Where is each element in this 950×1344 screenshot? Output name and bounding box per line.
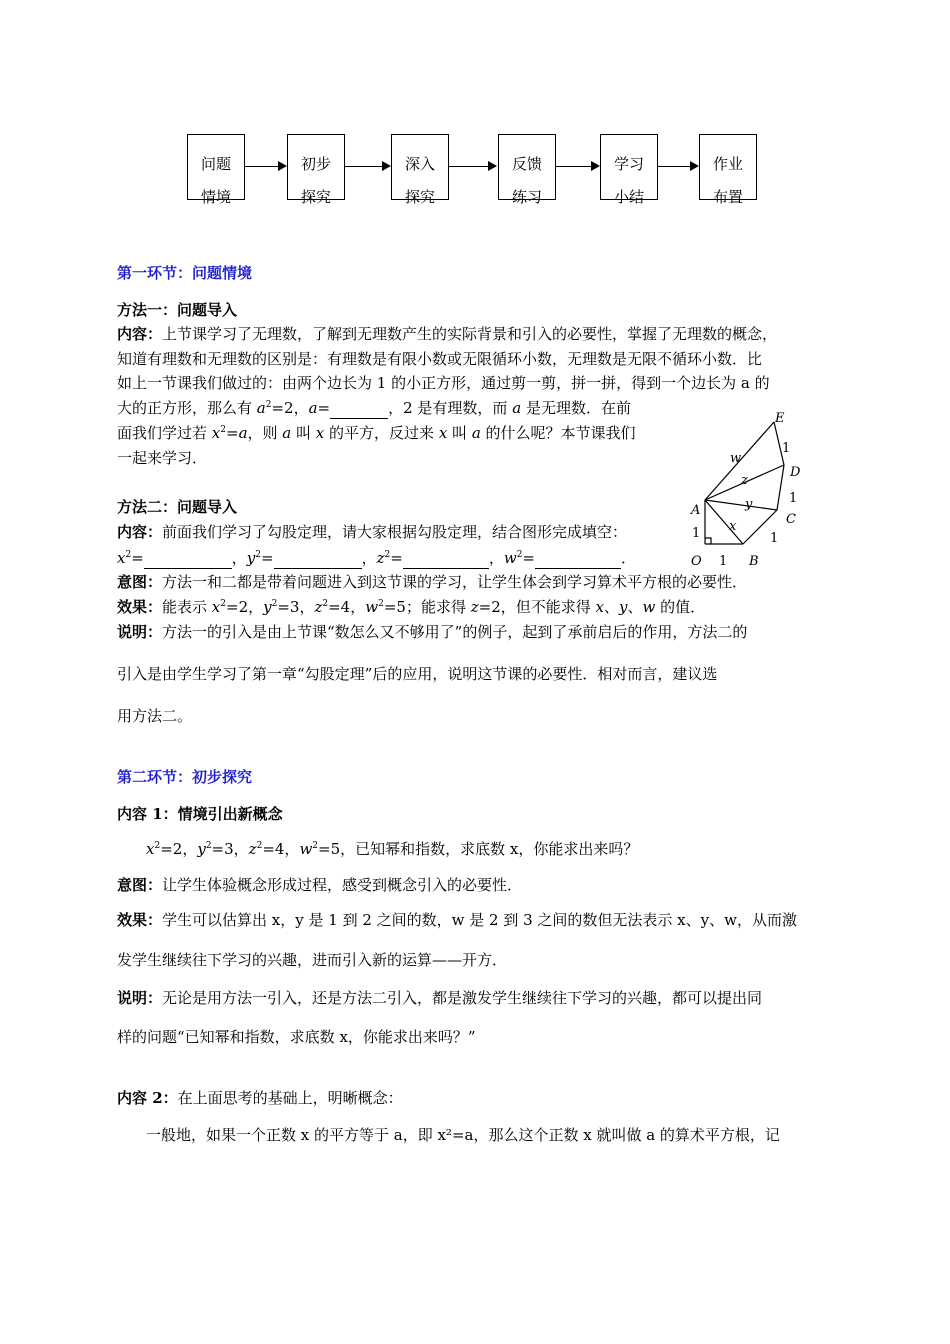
text: 方法一和二都是带着问题进入到这节课的学习，让学生体会到学习算术平方根的必要性． xyxy=(162,573,748,591)
flow-step-line1: 深入 xyxy=(404,155,435,173)
label-1: 1 xyxy=(782,441,791,456)
note-label: 说明： xyxy=(117,989,163,1007)
var: y xyxy=(246,549,256,567)
text: =2，但不能求得 xyxy=(478,598,596,616)
flow-step-line1: 作业 xyxy=(712,155,743,173)
method1-line3: 如上一节课我们做过的：由两个边长为 1 的小正方形，通过剪一剪，拼一拼，得到一个边长为 a 的 xyxy=(117,374,770,392)
intent-label: 意图： xyxy=(117,876,163,894)
definition-line: 一般地，如果一个正数 x 的平方等于 a，即 x²=a，那么这个正数 x 就叫做 a 的算术平方根，记 xyxy=(146,1126,780,1144)
answer-blank xyxy=(330,398,388,419)
var: x xyxy=(438,424,448,442)
flow-step-line1: 问题 xyxy=(200,155,231,173)
sup: 2 xyxy=(220,425,226,435)
flow-arrow xyxy=(556,166,598,167)
label-A: A xyxy=(691,503,701,518)
method1-line2: 知道有理数和无理数的区别是：有理数是有限小数或无限循环小数，无理数是无限不循环小数．比 xyxy=(117,350,763,368)
method2-title: 方法二：问题导入 xyxy=(117,498,238,516)
text: 在上面思考的基础上，明晰概念： xyxy=(177,1089,403,1107)
flow-arrow xyxy=(345,166,389,167)
intent-label: 意图： xyxy=(117,573,163,591)
var: a xyxy=(256,399,266,417)
content2-line xyxy=(117,1088,403,1108)
section1-note-line1 xyxy=(117,622,747,642)
flow-step-line2: 探究 xyxy=(300,188,331,206)
text: =2， xyxy=(271,399,309,417)
effect-label: 效果： xyxy=(117,598,163,616)
answer-blank-z xyxy=(403,548,489,569)
section2-note-line2: 样的问题“已知幂和指数，求底数 x，你能求出来吗？” xyxy=(117,1028,476,1046)
flow-step-line2: 小结 xyxy=(613,188,644,206)
spiral-triangle-figure xyxy=(686,410,810,570)
content2-label: 内容 2： xyxy=(117,1089,178,1107)
text: 前面我们学习了勾股定理，请大家根据勾股定理，结合图形完成填空： xyxy=(162,523,628,541)
sep: ， xyxy=(231,549,247,567)
note-label: 说明： xyxy=(117,623,163,641)
section2-note-line1 xyxy=(117,988,762,1008)
text: 叫 xyxy=(291,424,316,442)
var: a xyxy=(471,424,481,442)
answer-blank-x xyxy=(144,548,232,569)
flow-step-initial xyxy=(287,134,345,206)
text: ，则 xyxy=(247,424,283,442)
sep: ． xyxy=(621,549,637,567)
method1-line1 xyxy=(117,324,777,344)
var: x xyxy=(211,424,221,442)
text: 方法一的引入是由上节课“数怎么又不够用了”的例子，起到了承前启后的作用，方法二的 xyxy=(162,623,748,641)
label-1: 1 xyxy=(789,491,798,506)
text: ；能求得 xyxy=(405,598,471,616)
answer-blank-w xyxy=(535,548,621,569)
content1-title: 内容 1：情境引出新概念 xyxy=(117,805,283,823)
var: a xyxy=(282,424,292,442)
method1-line4 xyxy=(117,398,631,419)
method2-blanks: $x^2=$ ，$y^2=$ ，$z^2=$ ，$w^2=$ ． xyxy=(117,549,637,567)
section2-heading: 第二环节：初步探究 xyxy=(117,768,253,786)
label-y: y xyxy=(745,497,753,512)
method1-title: 方法一：问题导入 xyxy=(117,301,238,319)
text: 面我们学过若 xyxy=(117,424,212,442)
content1-question: $x^2=2$，$y^2=3$，$z^2=4$，$w^2=5$，已知幂和指数，求底数 x，你能求出来吗？ xyxy=(146,840,639,858)
flow-step-problem xyxy=(187,134,245,206)
sep: ， xyxy=(361,549,377,567)
var: a xyxy=(238,424,248,442)
section1-effect: 效果：能表示 $x^2=2$，$y^2=3$，$z^2=4$，$w^2=5$；能求得 z=2，但不能求得 x、y、w 的值． xyxy=(117,598,706,616)
flow-step-summary xyxy=(600,134,658,206)
text: ，2 是有理数，而 xyxy=(388,399,513,417)
method1-line6: 一起来学习． xyxy=(117,449,208,467)
sep: ， xyxy=(488,549,504,567)
var: w xyxy=(503,549,517,567)
section1-heading: 第一环节：问题情境 xyxy=(117,264,253,282)
label-D: D xyxy=(790,465,801,480)
flow-step-homework xyxy=(699,134,757,206)
sup: 2 xyxy=(265,400,272,410)
label-O: O xyxy=(691,554,702,569)
var: z xyxy=(470,598,479,616)
segment-AC xyxy=(705,500,777,510)
text: = xyxy=(317,399,331,417)
flow-step-line1: 学习 xyxy=(613,155,644,173)
effect-label: 效果： xyxy=(117,911,163,929)
var: a xyxy=(512,399,522,417)
var: z xyxy=(376,549,385,567)
text: = xyxy=(225,424,239,442)
content-label: 内容： xyxy=(117,523,163,541)
label-1: 1 xyxy=(770,531,779,546)
section2-effect-line1 xyxy=(117,910,797,930)
text: 无论是用方法一引入，还是方法二引入，都是激发学生继续往下学习的兴趣，都可以提出同 xyxy=(162,989,763,1007)
flow-step-line1: 初步 xyxy=(300,155,331,173)
section2-effect-line2: 发学生继续往下学习的兴趣，进而引入新的运算——开方． xyxy=(117,951,508,969)
section1-intent xyxy=(117,572,747,592)
var: x xyxy=(117,549,126,567)
method1-line5 xyxy=(117,423,636,443)
label-C: C xyxy=(786,512,796,527)
section1-note-line3: 用方法二。 xyxy=(117,707,193,725)
text: 的什么呢？本节课我们 xyxy=(480,424,636,442)
section1-note-line2: 引入是由学生学习了第一章“勾股定理”后的应用，说明这节课的必要性．相对而言，建议选 xyxy=(117,665,718,683)
right-angle-mark xyxy=(705,538,711,544)
text: 叫 xyxy=(447,424,472,442)
label-E: E xyxy=(775,411,785,426)
var: x xyxy=(315,424,325,442)
flow-step-line2: 布置 xyxy=(712,188,743,206)
section2-intent xyxy=(117,875,522,895)
method2-line1 xyxy=(117,522,627,542)
text: 让学生体验概念形成过程，感受到概念引入的必要性． xyxy=(162,876,523,894)
flow-arrow xyxy=(245,166,285,167)
label-x: x xyxy=(729,519,737,534)
text: 学生可以估算出 x，y 是 1 到 2 之间的数，w 是 2 到 3 之间的数但无法表示 x、y、w，从而激 xyxy=(162,911,797,929)
label-w: w xyxy=(730,451,742,466)
text: 是无理数．在前 xyxy=(521,399,631,417)
flow-step-line1: 反馈 xyxy=(511,155,542,173)
text: 上节课学习了无理数，了解到无理数产生的实际背景和引入的必要性，掌握了无理数的概念， xyxy=(162,325,778,343)
text: 能表示 xyxy=(162,598,212,616)
answer-blank-y xyxy=(274,548,362,569)
text: 的值． xyxy=(655,598,706,616)
text: ，已知幂和指数，求底数 x，你能求出来吗？ xyxy=(340,840,639,858)
flow-step-feedback xyxy=(498,134,556,206)
text: 大的正方形，那么有 xyxy=(117,399,257,417)
label-z: z xyxy=(741,473,748,488)
flow-step-line2: 练习 xyxy=(511,188,542,206)
label-1: 1 xyxy=(692,526,701,541)
flow-step-deep xyxy=(391,134,449,206)
flow-arrow xyxy=(658,166,697,167)
segment-CD xyxy=(777,465,784,510)
var: a xyxy=(308,399,318,417)
label-B: B xyxy=(749,554,759,569)
flow-arrow xyxy=(449,166,495,167)
flow-step-line2: 情境 xyxy=(200,188,231,206)
flow-step-line2: 探究 xyxy=(404,188,435,206)
text: 的平方，反过来 xyxy=(324,424,439,442)
label-1: 1 xyxy=(719,554,728,569)
content-label: 内容： xyxy=(117,325,163,343)
